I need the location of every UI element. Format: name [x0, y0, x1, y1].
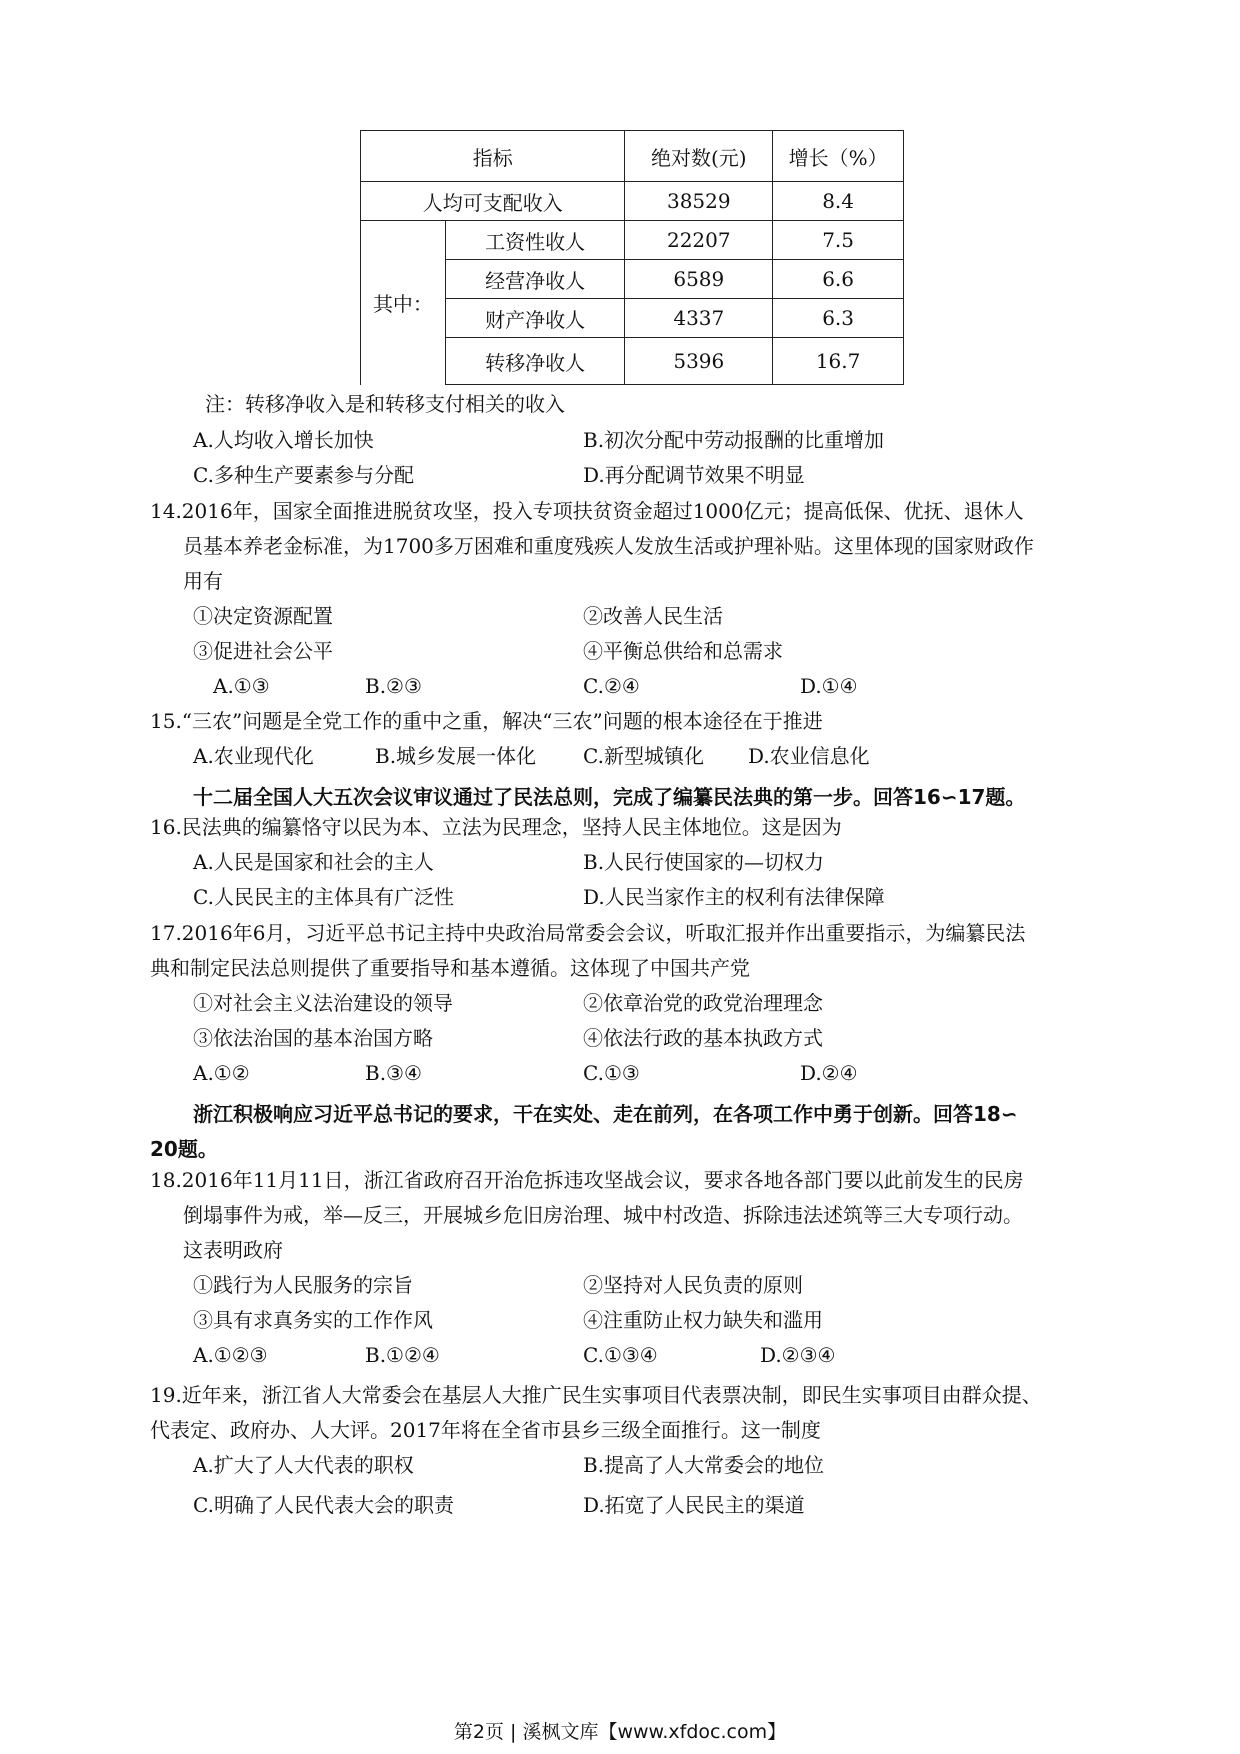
row-label: 转移净收人 [445, 338, 625, 385]
q17-stem-line2: 典和制定民法总则提供了重要指导和基本遵循。这体现了中国共产党 [150, 956, 750, 980]
row-label: 工资性收人 [445, 221, 625, 260]
header-growth: 增长（%） [773, 131, 904, 182]
row-label: 财产净收人 [445, 299, 625, 338]
row-growth: 16.7 [773, 338, 904, 385]
q19-stem-line1: 19.近年来，浙江省人大常委会在基层人大推广民生实事项目代表票决制，即民生实事项目由群众提、 [150, 1383, 1042, 1407]
q15-option-b: B.城乡发展一体化 [375, 744, 537, 768]
q15-stem: 15.“三农”问题是全党工作的重中之重，解决“三农”问题的根本途径在于推进 [150, 709, 823, 733]
q16-option-c: C.人民民主的主体具有广泛性 [193, 885, 454, 909]
q18-stem-line3: 这表明政府 [183, 1238, 283, 1262]
q18-statement-3: ③具有求真务实的工作作风 [193, 1308, 433, 1332]
q17-option-a: A.①② [193, 1061, 250, 1085]
q16-stem: 16.民法典的编纂恪守以民为本、立法为民理念，坚持人民主体地位。这是因为 [150, 815, 842, 839]
q15-option-d: D.农业信息化 [748, 744, 870, 768]
table-note: 注：转移净收入是和转移支付相关的收入 [205, 392, 565, 416]
total-label: 人均可支配收入 [361, 182, 625, 221]
row-growth: 6.3 [773, 299, 904, 338]
q14-stem-line1: 14.2016年，国家全面推进脱贫攻坚，投入专项扶贫资金超过1000亿元；提高低保、优抚、退休人 [150, 499, 1024, 523]
q13-option-a: A.人均收入增长加快 [193, 428, 374, 452]
q18-stem-line2: 倒塌事件为戒，举—反三，开展城乡危旧房治理、城中村改造、拆除违法述筑等三大专项行动。 [183, 1203, 1023, 1227]
row-amount: 22207 [625, 221, 773, 260]
total-growth: 8.4 [773, 182, 904, 221]
row-growth: 7.5 [773, 221, 904, 260]
q17-option-b: B.③④ [365, 1061, 422, 1085]
section-intro-16-17: 十二届全国人大五次会议审议通过了民法总则，完成了编纂民法典的第一步。回答16∽17题。 [193, 785, 1026, 809]
q18-option-b: B.①②④ [365, 1343, 440, 1367]
q18-statement-2: ②坚持对人民负责的原则 [583, 1273, 803, 1297]
row-amount: 4337 [625, 299, 773, 338]
q19-option-d: D.拓宽了人民民主的渠道 [583, 1493, 805, 1517]
q14-statement-3: ③促进社会公平 [193, 639, 333, 663]
q18-statement-4: ④注重防止权力缺失和滥用 [583, 1308, 823, 1332]
q14-option-b: B.②③ [365, 674, 422, 698]
q14-option-c: C.②④ [583, 674, 640, 698]
q15-option-a: A.农业现代化 [193, 744, 314, 768]
row-amount: 6589 [625, 260, 773, 299]
header-amount: 绝对数(元) [625, 131, 773, 182]
q19-stem-line2: 代表定、政府办、人大评。2017年将在全省市县乡三级全面推行。这一制度 [150, 1418, 821, 1442]
q14-statement-2: ②改善人民生活 [583, 604, 723, 628]
q14-statement-1: ①决定资源配置 [193, 604, 333, 628]
table-row [361, 182, 904, 221]
table-row [361, 221, 904, 260]
table-header-row [361, 131, 904, 182]
q14-option-d: D.①④ [800, 674, 858, 698]
q16-option-a: A.人民是国家和社会的主人 [193, 850, 434, 874]
section-intro-18-20-line2: 20题。 [150, 1137, 218, 1161]
q13-option-c: C.多种生产要素参与分配 [193, 463, 414, 487]
q19-option-c: C.明确了人民代表大会的职责 [193, 1493, 454, 1517]
q16-option-b: B.人民行使国家的—切权力 [583, 850, 825, 874]
q19-option-b: B.提高了人大常委会的地位 [583, 1453, 825, 1477]
income-table [360, 130, 904, 385]
section-intro-18-20-line1: 浙江积极响应习近平总书记的要求，干在实处、走在前列，在各项工作中勇于创新。回答18∽ [193, 1102, 1018, 1126]
group-label: 其中： [361, 221, 446, 385]
page-footer: 第2页 | 溪枫文库【www.xfdoc.com】 [453, 1721, 787, 1743]
q14-stem-line2: 员基本养老金标准，为1700多万困难和重度残疾人发放生活或护理补贴。这里体现的国家财政作 [183, 534, 1034, 558]
row-growth: 6.6 [773, 260, 904, 299]
q18-statement-1: ①践行为人民服务的宗旨 [193, 1273, 413, 1297]
q16-option-d: D.人民当家作主的权利有法律保障 [583, 885, 885, 909]
q17-statement-4: ④依法行政的基本执政方式 [583, 1026, 823, 1050]
header-indicator: 指标 [361, 131, 625, 182]
q13-option-b: B.初次分配中劳动报酬的比重增加 [583, 428, 885, 452]
total-amount: 38529 [625, 182, 773, 221]
q17-stem-line1: 17.2016年6月，习近平总书记主持中央政治局常委会会议，听取汇报并作出重要指示，为编纂民法 [150, 921, 1026, 945]
q18-stem-line1: 18.2016年11月11日，浙江省政府召开治危拆违攻坚战会议，要求各地各部门要以此前发生的民房 [150, 1168, 1024, 1192]
row-label: 经营净收人 [445, 260, 625, 299]
q18-option-a: A.①②③ [193, 1343, 268, 1367]
q13-option-d: D.再分配调节效果不明显 [583, 463, 805, 487]
q17-statement-1: ①对社会主义法治建设的领导 [193, 991, 453, 1015]
q17-option-c: C.①③ [583, 1061, 640, 1085]
q17-statement-2: ②依章治党的政党治理理念 [583, 991, 823, 1015]
q14-stem-line3: 用有 [183, 569, 223, 593]
row-amount: 5396 [625, 338, 773, 385]
q17-statement-3: ③依法治国的基本治国方略 [193, 1026, 433, 1050]
q19-option-a: A.扩大了人大代表的职权 [193, 1453, 414, 1477]
q15-option-c: C.新型城镇化 [583, 744, 704, 768]
q17-option-d: D.②④ [800, 1061, 858, 1085]
q18-option-c: C.①③④ [583, 1343, 658, 1367]
q14-statement-4: ④平衡总供给和总需求 [583, 639, 783, 663]
q14-option-a: A.①③ [213, 674, 270, 698]
q18-option-d: D.②③④ [760, 1343, 836, 1367]
